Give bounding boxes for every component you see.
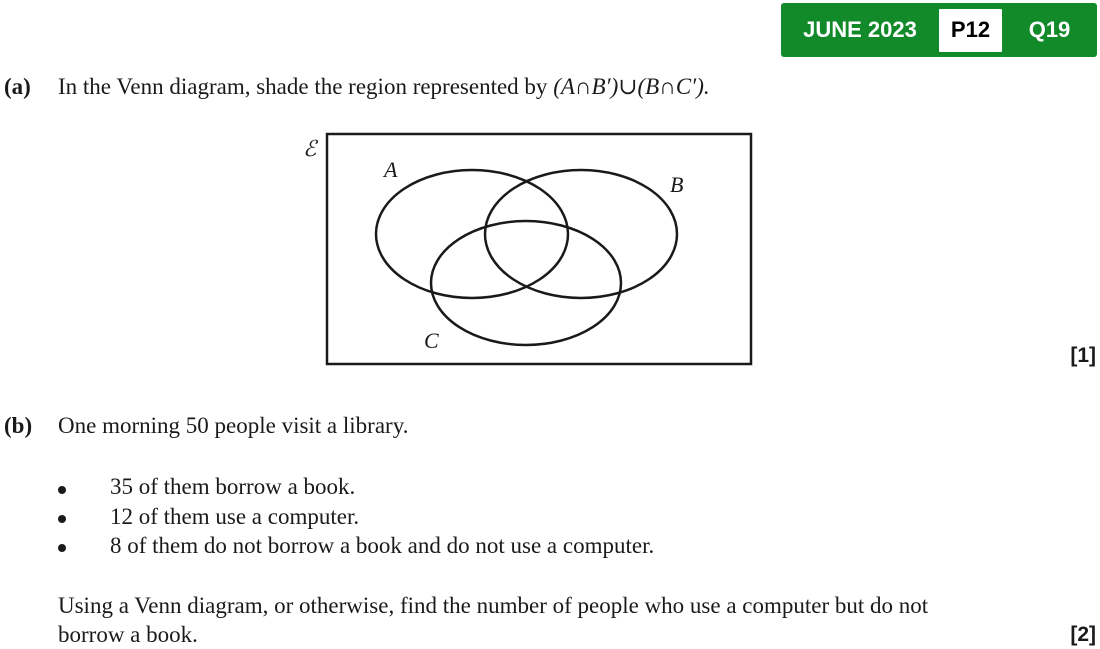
bullet-item: 12 of them use a computer.	[110, 504, 360, 529]
set-b-label: B	[670, 172, 684, 197]
set-expression: (A∩B′)∪(B∩C′).	[553, 74, 710, 99]
universal-set-symbol: ℰ	[303, 136, 317, 161]
part-a-label: (a)	[4, 74, 31, 99]
part-b-intro: One morning 50 people visit a library.	[58, 413, 409, 438]
part-b-marks: [2]	[1070, 623, 1096, 646]
paper-label: P12	[939, 9, 1002, 52]
venn-diagram[interactable]	[300, 128, 760, 368]
bullet-item: 35 of them borrow a book.	[110, 474, 356, 499]
part-b-question-line1: Using a Venn diagram, or otherwise, find the number of people who use a computer but do not	[58, 593, 929, 618]
bullet-icon	[58, 486, 66, 494]
bullet-item: 8 of them do not borrow a book and do not use a computer.	[110, 533, 655, 558]
set-c-circle[interactable]	[431, 221, 621, 345]
part-a-instruction	[58, 74, 710, 100]
part-a-instruction-text: In the Venn diagram, shade the region represented by	[58, 74, 548, 99]
session-label: JUNE 2023	[803, 17, 917, 42]
question-number: Q19	[1028, 17, 1071, 42]
part-b-label: (b)	[4, 413, 33, 438]
set-b-circle[interactable]	[485, 170, 677, 298]
part-b-question-line2: borrow a book.	[58, 622, 198, 647]
part-a-marks: [1]	[1070, 344, 1096, 367]
set-a-label: A	[384, 157, 398, 182]
set-c-label: C	[424, 328, 439, 353]
bullet-icon	[58, 515, 66, 523]
set-a-circle[interactable]	[376, 170, 568, 298]
question-badge	[781, 3, 1097, 57]
bullet-icon	[58, 544, 66, 552]
